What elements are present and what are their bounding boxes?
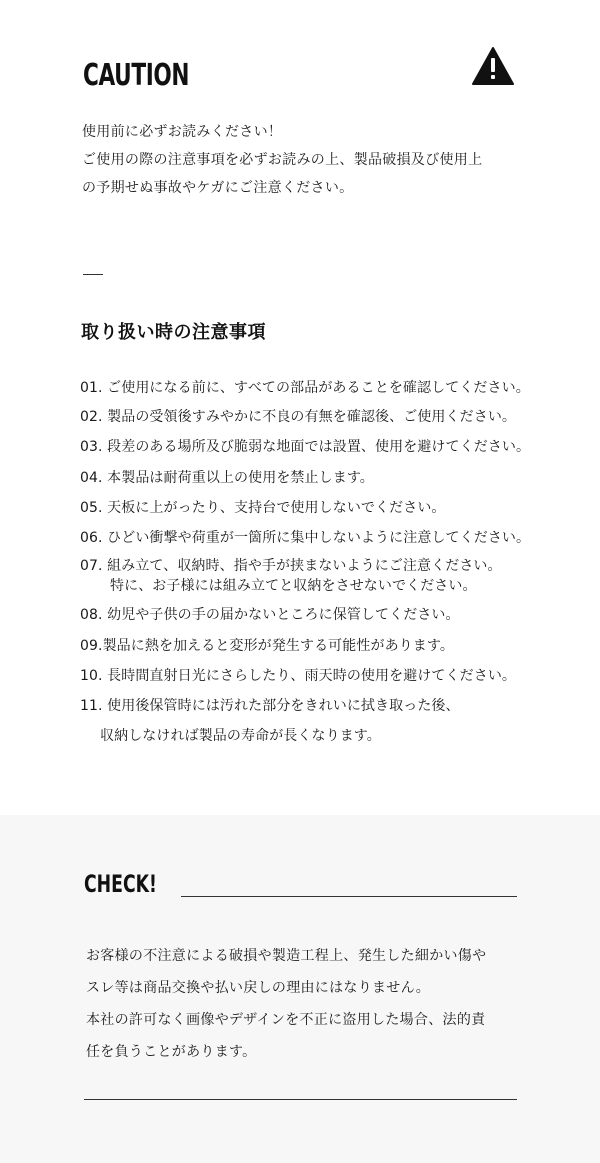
check-line: スレ等は商品交換や払い戻しの理由にはなりません。 (86, 980, 431, 996)
note-item: 06. ひどい衝撃や荷重が一箇所に集中しないように注意してください。 (80, 530, 531, 546)
intro-line: 使用前に必ずお読みください！ (82, 124, 283, 140)
warning-icon (471, 46, 515, 86)
check-text (86, 940, 486, 1068)
note-item: 01. ご使用になる前に、すべての部品があることを確認してください。 (80, 380, 530, 396)
note-item: 08. 幼児や子供の手の届かないところに保管してください。 (80, 607, 460, 623)
section-divider (83, 274, 103, 275)
note-item: 09.製品に熱を加えると変形が発生する可能性があります。 (80, 638, 454, 654)
note-item: 04. 本製品は耐荷重以上の使用を禁止します。 (80, 470, 374, 486)
caution-title: CAUTION (83, 58, 190, 93)
check-title: CHECK! (84, 870, 157, 898)
check-line: 任を負うことがあります。 (86, 1044, 257, 1060)
note-item-continuation: 収納しなければ製品の寿命が長くなります。 (100, 728, 381, 744)
note-item: 11. 使用後保管時には汚れた部分をきれいに拭き取った後、 (80, 698, 460, 714)
note-item: 02. 製品の受領後すみやかに不良の有無を確認後、ご使用ください。 (80, 409, 517, 425)
check-section (0, 815, 600, 1163)
note-item: 07. 組み立て、収納時、指や手が挟まないようにご注意ください。 (80, 558, 502, 574)
note-item: 03. 段差のある場所及び脆弱な地面では設置、使用を避けてください。 (80, 439, 531, 455)
intro-line: の予期せぬ事故やケガにご注意ください。 (82, 180, 354, 196)
check-title-rule (181, 896, 517, 897)
caution-intro (82, 118, 482, 202)
check-bottom-rule (84, 1099, 517, 1100)
handling-title: 取り扱い時の注意事項 (81, 322, 266, 343)
check-line: お客様の不注意による破損や製造工程上、発生した細かい傷や (86, 948, 487, 964)
intro-line: ご使用の際の注意事項を必ずお読みの上、製品破損及び使用上 (82, 152, 483, 168)
check-line: 本社の許可なく画像やデザインを不正に盗用した場合、法的責 (86, 1012, 486, 1028)
note-item: 10. 長時間直射日光にさらしたり、雨天時の使用を避けてください。 (80, 668, 517, 684)
note-item: 05. 天板に上がったり、支持台で使用しないでください。 (80, 500, 446, 516)
note-item-continuation: 特に、お子様には組み立てと収納をさせないでください。 (110, 578, 477, 594)
